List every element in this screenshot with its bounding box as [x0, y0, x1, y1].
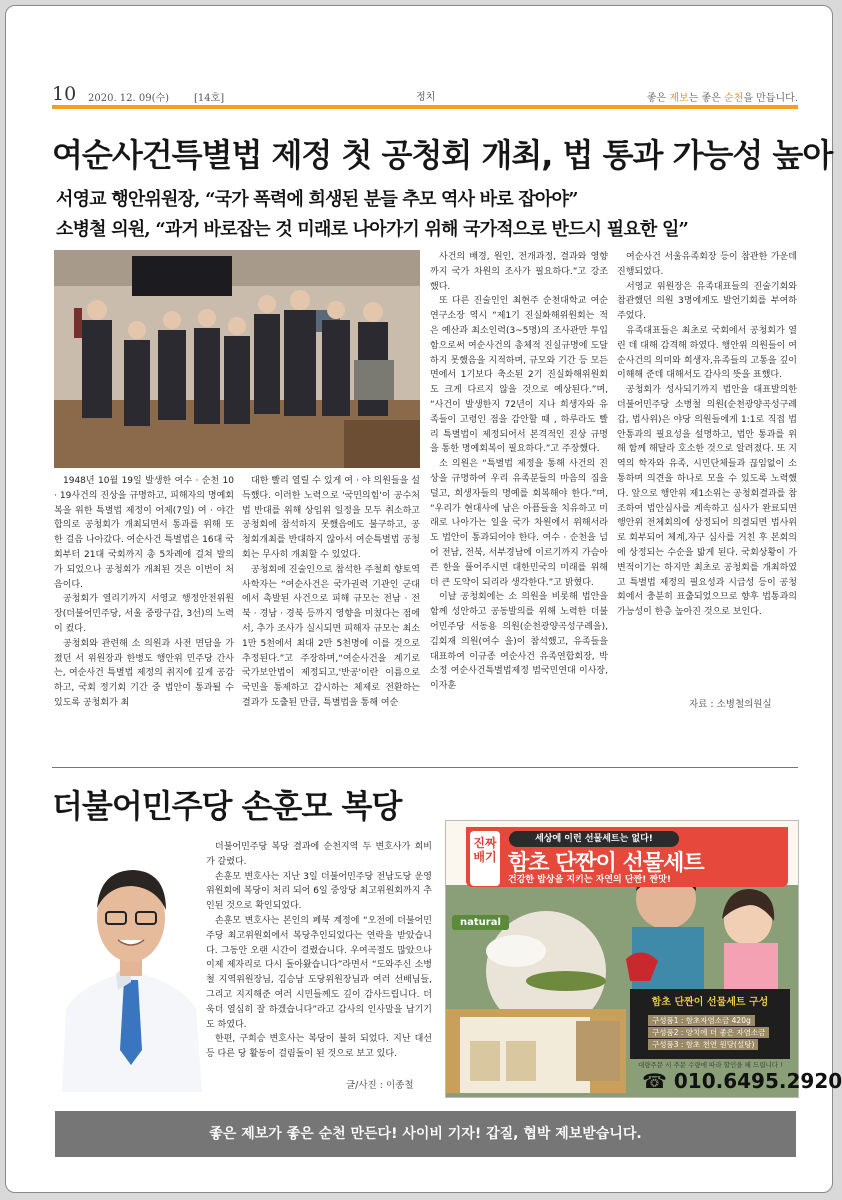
paragraph: 한편, 구희승 변호사는 복당이 불허 되었다. 지난 대선 등 다른 당 활동이 걸림돌이 된 것으로 보고 있다.	[206, 1034, 432, 1060]
ad-contents-item: 구성품3 : 함초 천연 원당(설탕)	[648, 1039, 758, 1050]
paragraph: 서영교 위원장은 유족대표들의 진술기회와 참관했던 의원 3명에게도 발언기회를 부여하주었다.	[617, 281, 797, 322]
header-slogan: 좋은 제보는 좋은 순천을 만듭니다.	[646, 93, 798, 104]
article-title: 여순사건특별법 제정 첫 공청회 개최, 법 통과 가능성 높아	[52, 136, 833, 174]
paragraph: 손훈모 변호사는 본인의 페북 계정에 “오전에 더불어민주당 최고위원회에서 복당추인되었다는 연락을 받았습니다. 그동안 오랜 시간이 걸렸습니다. 우여곡절도 많았으나 이제 제자리로 다시 돌아왔습니다”라면서 “도와주신 소병철 지역위원장님, 김승남 도당위원장님과 여러 선배님들, 그리고 지지해준 여러 시민들께도 깊이 감사드립니다. 더욱더 열심히 잘 하겠습니다”라고 감사의 인사말을 남기기도 하였다.	[206, 915, 432, 1030]
article-subtitle-2: 소병철 의원, “과거 바로잡는 것 미래로 나아가기 위해 국가적으로 반드시 필요한 일”	[56, 219, 689, 240]
page-number: 10	[52, 83, 77, 105]
paragraph: 유족대표들은 최초로 국회에서 공청회가 열린 데 대해 감격해 하였다. 행안위 의원들이 여순사건의 의미와 희생자,유족들의 고통을 깊이 이해해 준데 대해서도 감사의 뜻을 표했다.	[617, 325, 797, 381]
ad-contents-item: 구성품2 : 양치에 더 좋은 자염소금	[648, 1027, 769, 1038]
paragraph: 또 다른 진술인인 최현주 순천대학교 여순연구소장 역시 “제1기 진실화해위원회는 적은 예산과 최소인력(3~5명)의 조사관만 투입함으로써 여순사건의 총체적 진실규명에 도달하지 못했음을 지적하며, 규모와 기간 등 모든 면에서 1기보다 축소된 2기 진실화해위원회도 크게 다르지 않을 것으로 예상된다.”며, “사건이 발생한지 72년이 지나 희생자와 유족들이 고령인 점을 감안할 때 , 하루라도 빨리 특별법이 제정되어서 본격적인 진상 규명을 통한 명예회복이 필요하다.”고 주장했다.	[430, 296, 608, 455]
paragraph: 공청회에 진술인으로 참석한 주철희 향토역사학자는 “여순사건은 국가권력 기관인 군대에서 촉발된 사건으로 피해 규모는 전남 · 전북 · 경남 · 경북 등까지 영향을 미쳤다는 점에서, 추가 조사가 실시되면 피해자 규모는 최소 1만 5천에서 최대 2만 5천명에 이를 것으로 추정된다.”고 주장하며,“여순사건을 계기로 국가보안법이 제정되고,'반공'이란 이름으로 국민을 통제하고 감시하는 체제로 전환하는 결과가 도출된 만큼, 특별법을 통해 여순	[242, 564, 420, 708]
tip-banner: 좋은 제보가 좋은 순천 만든다! 사이비 기자! 갑질, 협박 제보받습니다.	[55, 1111, 796, 1157]
paragraph: 여순사건 서울유족회장 등이 참관한 가운데 진행되었다.	[617, 252, 797, 277]
issue-number: [14호]	[194, 93, 225, 104]
paragraph: 공청회가 성사되기까지 법안을 대표발의한 더불어민주당 소병철 의원(순천광양곡성구례갑, 법사위)은 야당 의원들에게 1:1로 직접 법안통과의 필요성을 설명하고, 법안 통과를 위해 함께 해달라 호소한 것으로 알려졌다. 또 지역의 학자와 유족, 시민단체들과 끊임없이 소통하며 의견을 하나로 모을 수 있도록 노력했다. 앞으로 행안위 제1소위는 공청회결과를 참조하여 법안심사를 계속하고 심사가 완료되면 행안위 전체회의에 상정되어 의결되면 법사위로 회부되어 체계,자구 심사를 거친 후 본회의에 상정되는 수순을 밟게 된다. 국회상황이 가변적이기는 하지만 최초로 공청회를 개최하였고 특별법 제정의 필요성과 시급성 등이 공청회에서 충분히 표출되었으므로 향후 법통과의 가능성이 한층 높아진 것으로 보인다.	[617, 385, 797, 618]
header-rule	[52, 105, 798, 109]
paragraph: 손훈모 변호사는 지난 3일 더불어민주당 전남도당 운영위원회에 복당이 처리 되어 6일 중앙당 최고위원회까지 추인된 것으로 확인되었다.	[206, 871, 432, 912]
paragraph: 사건의 배경, 원인, 전개과정, 결과와 영향까지 국가 차원의 조사가 필요하다.”고 강조했다.	[430, 252, 608, 292]
section-label: 정치	[416, 92, 436, 103]
paragraph: 대한 빨리 열릴 수 있게 여 · 야 의원들을 설득했다. 이러한 노력으로 '국민의힘'이 공수처법 반대를 위해 상임위 일정을 모두 취소하고 공청회에 참석하지 못했음에도 불구하고, 공청회개최를 반대하지 않아서 여순특별법 공청회는 무사히 개최할 수 있었다.	[242, 476, 420, 560]
ad-badge: 진짜 배기	[470, 831, 500, 886]
paragraph: 1948년 10월 19일 발생한 여수 · 순천 10 · 19사건의 진상을 규명하고, 피해자의 명예회복을 위한 특별법 제정이 어제(7일) 여 · 야간 합의로 공청회가 개최되면서 통과를 위해 또 한 걸음 나아갔다. 여순사건 특별법은 16대 국회부터 21대 국회까지 총 5차례에 걸쳐 발의가 되었으나 공청회가 개최된 것은 이번이 처음이다.	[54, 476, 234, 590]
ad-phone: ☎ 010.6495.2920	[642, 1069, 842, 1093]
newspaper-page	[5, 5, 842, 1193]
article-column-1	[54, 474, 234, 764]
ad-headline: 함초 단짠이 선물세트	[508, 851, 704, 876]
article-column-2	[242, 474, 420, 764]
ad-header-banner	[466, 827, 788, 887]
issue-date: 2020. 12. 09(수)	[88, 93, 170, 104]
ad-contents-item: 구성품1 : 함초자염소금 420g	[648, 1015, 755, 1026]
paragraph: 공청회가 열리기까지 서영교 행정안전위원장(더불어민주당, 서울 중랑구갑, 3선)의 노력이 컸다.	[54, 594, 234, 634]
paragraph: 공청회와 관련해 소 의원과 사전 면담을 가졌던 서 위원장과 한병도 행안위 민주당 간사는, 여순사건 특별법 제정의 취지에 깊게 공감하고, 국회 정기회 기간 중 법안이 통과될 수 있도록 공청회가 최	[54, 638, 234, 708]
article2-title: 더불어민주당 손훈모 복당	[52, 787, 402, 825]
article-credit: 자료 : 소병철의원실	[689, 699, 772, 710]
ad-order-note: 대량주문 시 주문 수량에 따라 할인을 해 드립니다 !	[638, 1061, 783, 1069]
article2-body	[206, 840, 432, 1060]
paragraph: 소 의원은 “특별법 제정을 통해 사건의 진상을 규명하여 우리 유족분들의 마음의 짐을 덜고, 희생자들의 명예를 회복해야 한다.”며, “우리가 현대사에 남은 아픔들을 치유하고 미래로 나아가는 일을 국가 차원에서 위해서라도 법안이 통과되어야 한다. 여수 · 순천을 넘어 전남, 전북, 서부경남에 이르기까지 가슴아픈 한을 풀어주시면 대한민국의 미래를 위해 더 큰 도약이 되리라 생각한다.”고 밝혔다.	[430, 459, 608, 588]
gift-set-advertisement	[445, 820, 842, 1098]
phone-icon: ☎	[642, 1069, 674, 1093]
article-subtitle-1: 서영교 행안위원장, “국가 폭력에 희생된 분들 추모 역사 바로 잡아야”	[56, 189, 578, 210]
section-divider	[52, 767, 798, 768]
article-column-4	[617, 250, 797, 694]
ad-contents-box	[630, 989, 790, 1059]
portrait-photo	[56, 840, 206, 1092]
article2-credit: 글/사진 : 이종철	[346, 1080, 414, 1091]
ad-contents-title: 함초 단짠이 선물세트 구성	[651, 997, 769, 1008]
ad-natural-label: natural	[452, 915, 509, 930]
page-header	[52, 83, 798, 105]
article-column-3	[430, 250, 608, 746]
paragraph: 이날 공청회에는 소 의원을 비롯해 법안을 함께 성안하고 공동발의를 위해 노력한 더불어민주당 서동용 의원(순천광양곡성구례을), 김회재 의원(여수 을)이 참석했고, 유족들을 대표하여 이규종 여순사건 유족연합회장, 박소정 여순사건특별법제정 범국민연대 이사장, 이자훈	[430, 592, 608, 692]
hearing-group-photo	[54, 250, 420, 468]
paragraph: 더불어민주당 복당 결과에 순천지역 두 변호사가 희비가 갈렸다.	[206, 842, 432, 867]
ad-tagline: 세상에 이런 선물세트는 없다!	[509, 831, 679, 847]
ad-subline: 건강한 밥상을 지키는 자연의 단짠! 짠맛!	[508, 875, 671, 885]
